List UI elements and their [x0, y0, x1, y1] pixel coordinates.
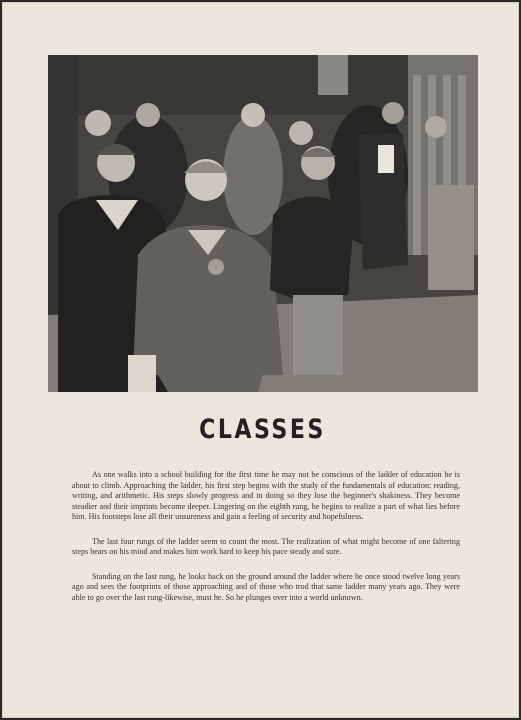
- paragraph-2: The last four rungs of the ladder seem to count the most. The realization of what might become of one faltering steps bears on his mind and makes him work hard to keep his pace steady and sure.: [72, 536, 460, 556]
- paragraph-3: Standing on the last rung, he looks back on the ground around the ladder where he once stood twelve long years ago and sees the footprints of those approaching and of those who trod that same ladder many years ago. They were able to go over the last rung-likewise, must he. So he plunges over into a world unknown.: [72, 571, 460, 602]
- paragraph-1: As one walks into a school building for the first time he may not be conscious of the ladder of education he is about to climb. Approaching the ladder, his first step begins with the study of the fundamentals of education: reading, writing, and arithmetic. His steps slowly progress and in doing so they lose the beginner's shakiness. They become steadier and their imprints become deeper. Lingering on the eighth rung, he begins to realize a part of what lies before him. His footsteps lose all their unsureness and gain a feeling of security and hopefulness.: [72, 470, 460, 521]
- photo-illustration: [48, 55, 478, 392]
- yearbook-page: [2, 2, 519, 718]
- students-hallway-photo: [48, 55, 478, 392]
- body-text: [72, 470, 460, 617]
- page-title: CLASSES: [199, 414, 326, 445]
